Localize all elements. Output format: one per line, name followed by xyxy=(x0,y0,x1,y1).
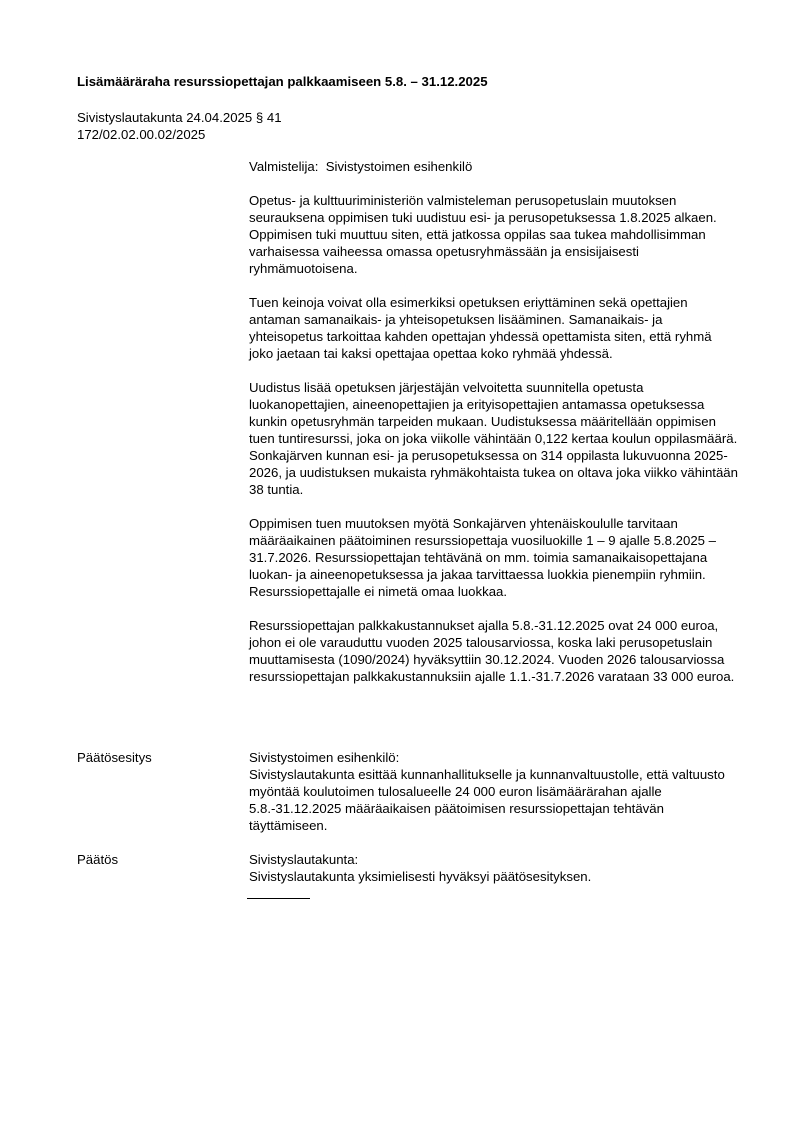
preparer-label: Valmistelija: xyxy=(249,159,319,174)
proposal-label: Päätösesitys xyxy=(77,750,152,765)
paragraph-reform-obligations: Uudistus lisää opetuksen järjestäjän velvoitetta suunnitella opetusta luokanopettajien, aineenopettajien ja erityisopettajien antamassa opetuksessa kunkin opetusryhmän tarpeiden mukaan. Uudistuksessa määritellään oppimisen tuen tuntiresurssi, joka on joka viikolle vähintään 0,122 kertaa koulun oppilasmäärä. Sonkajärven kunnan esi- ja perusopetuksessa on 314 oppilasta lukuvuonna 2025-2026, ja uudistuksen mukaista ryhmäkohtaista tukea on oltava joka viikko vähintään 38 tuntia. xyxy=(249,380,738,497)
proposal-text: Sivistyslautakunta esittää kunnanhallitukselle ja kunnanvaltuustolle, että valtuusto myöntää koulutoimen tulosalueelle 24 000 euron lisämäärärahan ajalle 5.8.-31.12.2025 määräaikaisen päätoimisen resurssiopettajan tehtävän täyttämiseen. xyxy=(249,767,725,833)
decision-text: Sivistyslautakunta yksimielisesti hyväksyi päätösesityksen. xyxy=(249,869,592,884)
record-number: 172/02.02.00.02/2025 xyxy=(77,127,206,142)
paragraph-support-methods: Tuen keinoja voivat olla esimerkiksi opetuksen eriyttäminen sekä opettajien antaman samanaikais- ja yhteisopetuksen lisääminen. Samanaikais- ja yhteisopetus tarkoittaa kahden opettajan yhdessä opettamista siten, että ryhmä joko jaetaan tai kaksi opettajaa opettaa koko ryhmää yhdessä. xyxy=(249,295,712,361)
decision-label: Päätös xyxy=(77,852,119,867)
decision-section xyxy=(249,851,739,885)
paragraph-background: Opetus- ja kulttuuriministeriön valmisteleman perusopetuslain muutoksen seurauksena oppimisen tuki uudistuu esi- ja perusopetuksessa 1.8.2025 alkaen. Oppimisen tuki muuttuu siten, että jatkossa oppilas saa tukea mahdollisimman varhaisessa vaiheessa omassa opetusryhmässään ja ensisijaisesti ryhmämuotoisena. xyxy=(249,193,717,276)
decision-body-name: Sivistyslautakunta: xyxy=(249,852,359,867)
preparation-text xyxy=(249,192,739,702)
end-divider xyxy=(247,898,310,899)
paragraph-costs: Resurssiopettajan palkkakustannukset ajalla 5.8.-31.12.2025 ovat 24 000 euroa, johon ei ole varauduttu vuoden 2025 talousarviossa, koska laki perusopetuslain muuttamisesta (1090/2024) hyväksyttiin 30.12.2024. Vuoden 2026 talousarviossa resurssiopettajan palkkakustannuksiin ajalle 1.1.-31.7.2026 varataan 33 000 euroa. xyxy=(249,618,735,684)
proposal-section xyxy=(249,749,739,834)
board-meeting-line: Sivistyslautakunta 24.04.2025 § 41 xyxy=(77,110,282,125)
document-title: Lisämääräraha resurssiopettajan palkkaamiseen 5.8. – 31.12.2025 xyxy=(77,74,488,89)
proposal-presenter: Sivistystoimen esihenkilö: xyxy=(249,750,400,765)
preparer-value: Sivistystoimen esihenkilö xyxy=(325,159,473,174)
preparer-line xyxy=(249,158,739,175)
paragraph-resource-teacher: Oppimisen tuen muutoksen myötä Sonkajärven yhtenäiskoululle tarvitaan määräaikainen päätoiminen resurssiopettaja vuosiluokille 1 – 9 ajalle 5.8.2025 – 31.7.2026. Resurssiopettajan tehtävänä on mm. toimia samanaikaisopettajana luokan- ja aineenopetuksessa ja jakaa tarvittaessa luokkia pienempiin ryhmiin. Resurssiopettajalle ei nimetä omaa luokkaa. xyxy=(249,516,716,599)
meeting-meta xyxy=(77,109,282,143)
